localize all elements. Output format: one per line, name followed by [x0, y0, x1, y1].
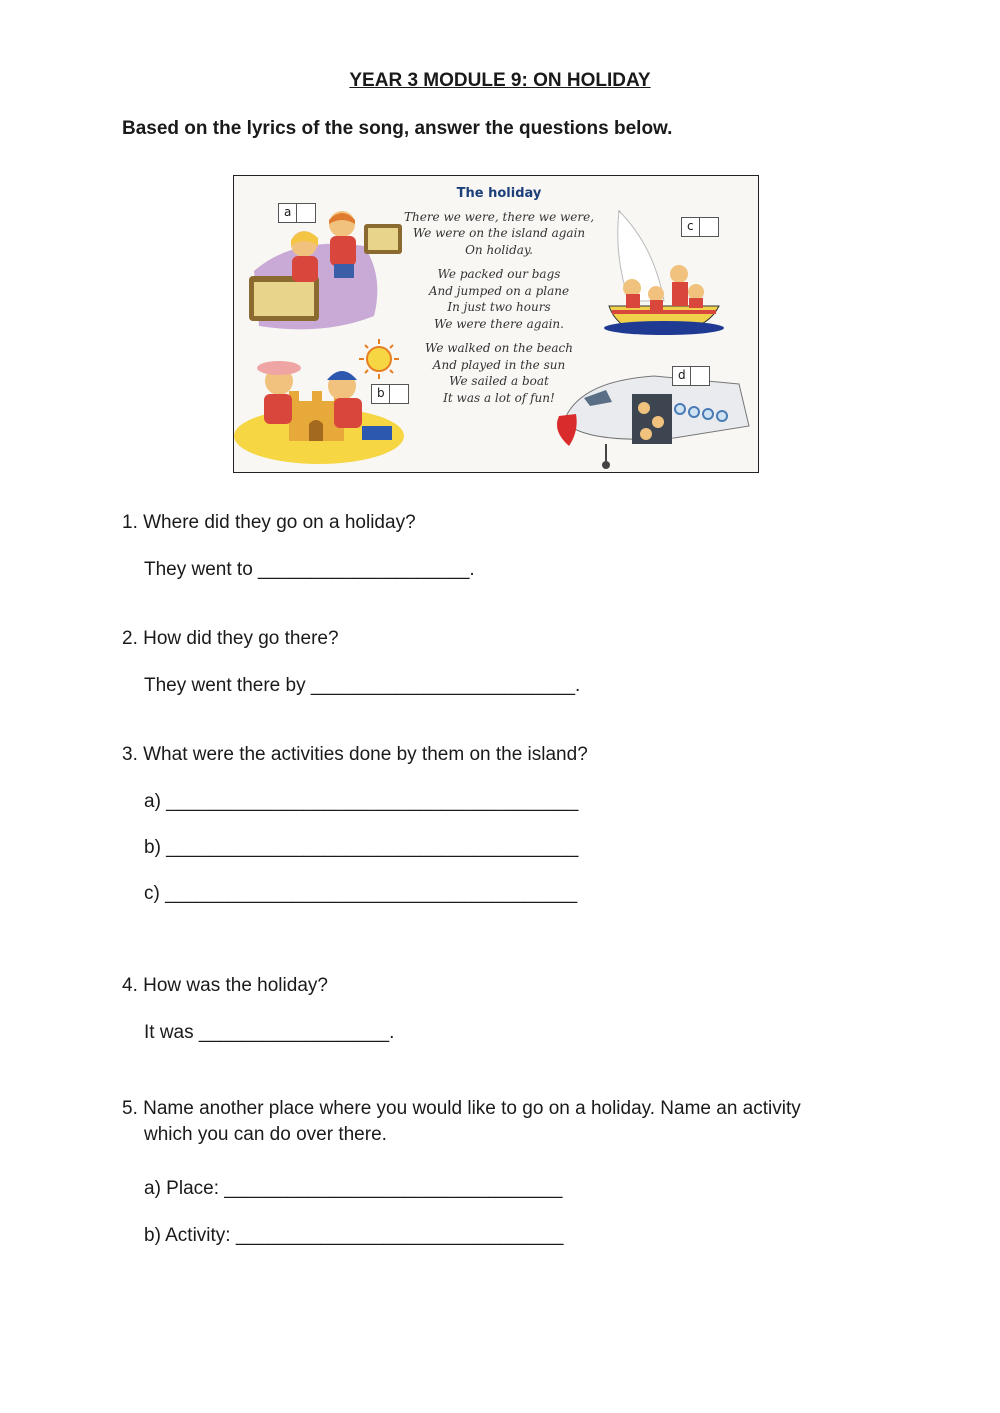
picture-label-d	[672, 366, 710, 386]
answer-5a-line[interactable]: a) Place: ________________________________	[144, 1178, 563, 1199]
song-title: The holiday	[456, 186, 542, 201]
label-letter: a	[284, 205, 292, 219]
instruction: Based on the lyrics of the song, answer the questions below.	[122, 118, 673, 139]
answer-5b-line[interactable]: b) Activity: _______________________________	[144, 1225, 564, 1246]
stanza-1	[399, 209, 599, 259]
airplane-door	[632, 394, 672, 444]
lyric-line: In just two hours	[447, 300, 551, 314]
lyric-line: We walked on the beach	[424, 341, 574, 355]
lyric-line: It was a lot of fun!	[443, 390, 555, 405]
song-lyrics	[399, 186, 599, 414]
stanza-2	[399, 266, 599, 332]
answer-1-line[interactable]: They went to ____________________.	[144, 559, 475, 580]
song-illustration	[233, 175, 759, 473]
picture-label-c	[681, 217, 719, 237]
question-1: 1. Where did they go on a holiday?	[122, 512, 416, 533]
airplane-nose	[557, 414, 577, 446]
label-letter: b	[377, 386, 385, 400]
label-letter: c	[687, 219, 694, 233]
question-5	[122, 1096, 862, 1148]
lyric-line: On holiday.	[465, 242, 533, 257]
lyric-line: We were there again.	[434, 316, 564, 331]
answer-2-line[interactable]: They went there by _________________________.	[144, 675, 581, 696]
answer-4-line[interactable]: It was __________________.	[144, 1022, 395, 1043]
lyric-line: There we were, there we were,	[403, 209, 595, 224]
lyric-line: We packed our bags	[437, 267, 561, 281]
lyric-line: We sailed a boat	[449, 374, 549, 388]
label-letter: d	[678, 368, 686, 382]
picture-label-b	[371, 384, 409, 404]
lyric-line: And jumped on a plane	[428, 283, 570, 298]
lyric-line: We were on the island again	[412, 226, 586, 240]
page-title: YEAR 3 MODULE 9: ON HOLIDAY	[349, 70, 651, 91]
picture-label-a	[278, 203, 316, 223]
sea	[604, 321, 724, 335]
airplane-wheel	[602, 461, 610, 469]
question-2: 2. How did they go there?	[122, 628, 339, 649]
boy-body	[330, 236, 356, 266]
sun	[367, 347, 391, 371]
girl-body	[292, 256, 318, 282]
lyric-line: And played in the sun	[432, 357, 566, 372]
question-5-line-2: which you can do over there.	[144, 1124, 387, 1145]
answer-3b-line[interactable]: b) _______________________________________	[144, 837, 579, 858]
stanza-3	[399, 340, 599, 406]
question-5-line-1: 5. Name another place where you would like to go on a holiday. Name an activity	[122, 1098, 801, 1119]
answer-3a-line[interactable]: a) _______________________________________	[144, 791, 579, 812]
answer-3c-line[interactable]: c) _______________________________________	[144, 883, 578, 904]
question-4: 4. How was the holiday?	[122, 975, 328, 996]
question-3: 3. What were the activities done by them on the island?	[122, 744, 588, 765]
